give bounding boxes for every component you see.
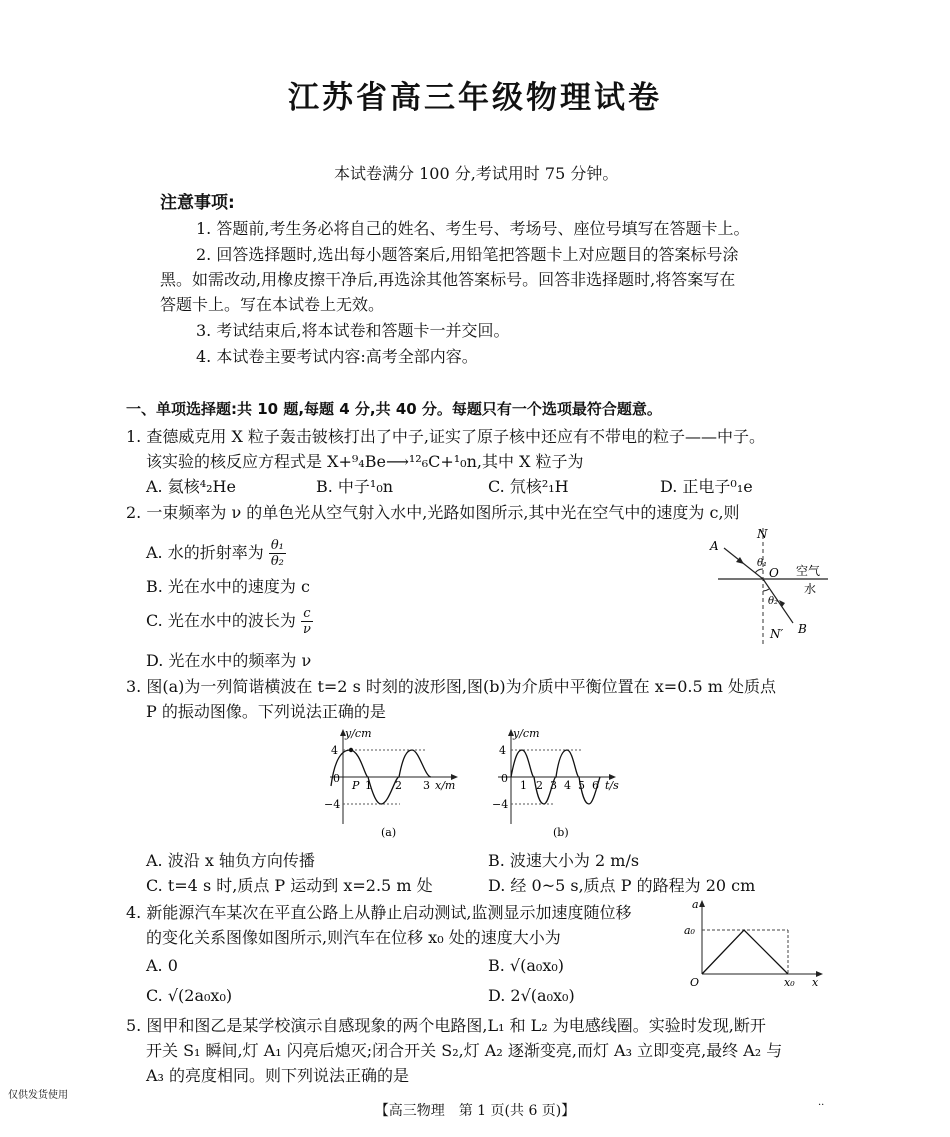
q1-option-a: A. 氦核⁴₂He	[146, 477, 236, 496]
q2-option-c-label: C. 光在水中的波长为	[146, 611, 296, 630]
page-footer: 【高三物理 第 1 页(共 6 页)】	[374, 1103, 576, 1119]
angle-arc-1	[755, 569, 763, 573]
t-tick-5: 5	[578, 779, 585, 792]
q3-stem-line2: P 的振动图像。下列说法正确的是	[146, 702, 386, 721]
label-A: A	[710, 539, 719, 553]
refraction-diagram	[700, 520, 835, 650]
q4-option-d: D. 2√(a₀x₀)	[488, 986, 575, 1005]
notice-line-1: 1. 答题前,考生务必将自己的姓名、考生号、考场号、座位号填写在答题卡上。	[196, 219, 750, 238]
y-tick-neg: −4	[492, 798, 509, 811]
fraction-numerator: c	[301, 606, 313, 622]
q2-option-a-label: A. 水的折射率为	[146, 543, 264, 562]
page-title: 江苏省高三年级物理试卷	[288, 80, 662, 116]
notice-line-2b: 黑。如需改动,用橡皮擦干净后,再选涂其他答案标号。回答非选择题时,将答案写在	[160, 270, 736, 289]
x-label: x/m	[435, 779, 456, 792]
label-Nprime: N′	[770, 627, 784, 641]
q4-stem-line1: 4. 新能源汽车某次在平直公路上从静止启动测试,监测显示加速度随位移	[126, 903, 632, 922]
a0-label: a₀	[684, 924, 695, 937]
q2-option-d: D. 光在水中的频率为 ν	[146, 651, 312, 670]
label-theta1: θ₁	[757, 558, 768, 569]
origin-label: 0	[333, 772, 340, 785]
q1-option-b: B. 中子¹₀n	[316, 477, 394, 496]
notice-line-2c: 答题卡上。写在本试卷上无效。	[160, 295, 385, 314]
q2-option-a	[146, 538, 286, 569]
label-air: 空气	[796, 564, 821, 578]
q2-option-a-fraction	[269, 538, 286, 569]
wave-graph-a	[315, 726, 475, 841]
footer-watermark: 仅供发货使用	[8, 1090, 68, 1101]
q3-option-d: D. 经 0~5 s,质点 P 的路程为 20 cm	[488, 876, 756, 895]
q2-stem: 2. 一束频率为 ν 的单色光从空气射入水中,光路如图所示,其中光在空气中的速度为 c,则	[126, 503, 740, 522]
t-tick-2: 2	[536, 779, 543, 792]
caption-b: (b)	[553, 826, 569, 839]
x-tick-2: 2	[395, 779, 402, 792]
q1-stem-line2: 该实验的核反应方程式是 X+⁹₄Be⟶¹²₆C+¹₀n,其中 X 粒子为	[146, 452, 584, 471]
a-x-curve	[702, 930, 788, 974]
notice-line-2a: 2. 回答选择题时,选出每小题答案后,用铅笔把答题卡上对应题目的答案标号涂	[196, 245, 739, 264]
fraction-denominator: ν	[302, 622, 311, 637]
q5-stem-line2: 开关 S₁ 瞬间,灯 A₁ 闪亮后熄灭;闭合开关 S₂,灯 A₂ 逐渐变亮,而灯 A₃ 立即变亮,最终 A₂ 与	[146, 1041, 783, 1060]
q5-stem-line1: 5. 图甲和图乙是某学校演示自感现象的两个电路图,L₁ 和 L₂ 为电感线圈。实验时发现,断开	[126, 1016, 766, 1035]
q4-option-c: C. √(2a₀x₀)	[146, 986, 233, 1005]
P-label: P	[352, 779, 360, 792]
origin-label: 0	[501, 772, 508, 785]
t-tick-6: 6	[592, 779, 599, 792]
q1-option-d: D. 正电子⁰₁e	[660, 477, 753, 496]
x0-label: x₀	[784, 976, 795, 988]
acceleration-graph	[680, 896, 830, 988]
q4-stem-line2: 的变化关系图像如图所示,则汽车在位移 x₀ 处的速度大小为	[146, 928, 561, 947]
label-theta2: θ₂	[768, 596, 779, 607]
section-heading: 一、单项选择题:共 10 题,每题 4 分,共 40 分。每题只有一个选项最符合题意。	[126, 400, 662, 418]
label-B: B	[798, 622, 807, 636]
y-tick-pos: 4	[499, 744, 506, 757]
q2-option-c	[146, 606, 313, 637]
q2-option-b: B. 光在水中的速度为 c	[146, 577, 310, 596]
t-tick-1: 1	[520, 779, 527, 792]
angle-arc-2	[763, 589, 769, 591]
caption-a: (a)	[381, 826, 397, 839]
y-tick-pos: 4	[331, 744, 338, 757]
notice-heading: 注意事项:	[160, 193, 235, 213]
y-tick-neg: −4	[324, 798, 341, 811]
q3-option-b: B. 波速大小为 2 m/s	[488, 851, 640, 870]
q1-stem-line1: 1. 查德威克用 X 粒子轰击铍核打出了中子,证实了原子核中还应有不带电的粒子——中子。	[126, 427, 766, 446]
vibration-graph-b	[483, 726, 643, 841]
a-label: a	[692, 898, 699, 911]
q3-option-a: A. 波沿 x 轴负方向传播	[146, 851, 315, 870]
t-label: t/s	[605, 779, 619, 792]
intro-text: 本试卷满分 100 分,考试用时 75 分钟。	[334, 164, 619, 183]
x-tick-3: 3	[423, 779, 430, 792]
label-water: 水	[804, 582, 817, 596]
x-tick-1: 1	[365, 779, 372, 792]
notice-line-4: 4. 本试卷主要考试内容:高考全部内容。	[196, 347, 478, 366]
t-tick-3: 3	[550, 779, 557, 792]
q1-option-c: C. 氘核²₁H	[488, 477, 569, 496]
point-P	[349, 748, 353, 752]
fraction-numerator: θ₁	[270, 538, 284, 553]
label-O: O	[769, 566, 779, 580]
footer-mark: ··	[818, 1100, 825, 1111]
x-label: x	[812, 976, 819, 988]
t-tick-4: 4	[564, 779, 571, 792]
q4-option-a: A. 0	[146, 956, 178, 975]
label-N: N	[757, 527, 768, 541]
q3-option-c: C. t=4 s 时,质点 P 运动到 x=2.5 m 处	[146, 876, 433, 895]
O-label: O	[690, 976, 700, 988]
y-label: y/cm	[513, 727, 540, 740]
notice-line-3: 3. 考试结束后,将本试卷和答题卡一并交回。	[196, 321, 510, 340]
q5-stem-line3: A₃ 的亮度相同。则下列说法正确的是	[146, 1066, 410, 1085]
a-axis-arrow-icon	[699, 900, 705, 907]
y-label: y/cm	[345, 727, 372, 740]
q4-option-b: B. √(a₀x₀)	[488, 956, 564, 975]
q3-stem-line1: 3. 图(a)为一列简谐横波在 t=2 s 时刻的波形图,图(b)为介质中平衡位置在 x=0.5 m 处质点	[126, 677, 776, 696]
q2-option-c-fraction	[301, 606, 313, 637]
fraction-denominator: θ₂	[270, 554, 284, 569]
